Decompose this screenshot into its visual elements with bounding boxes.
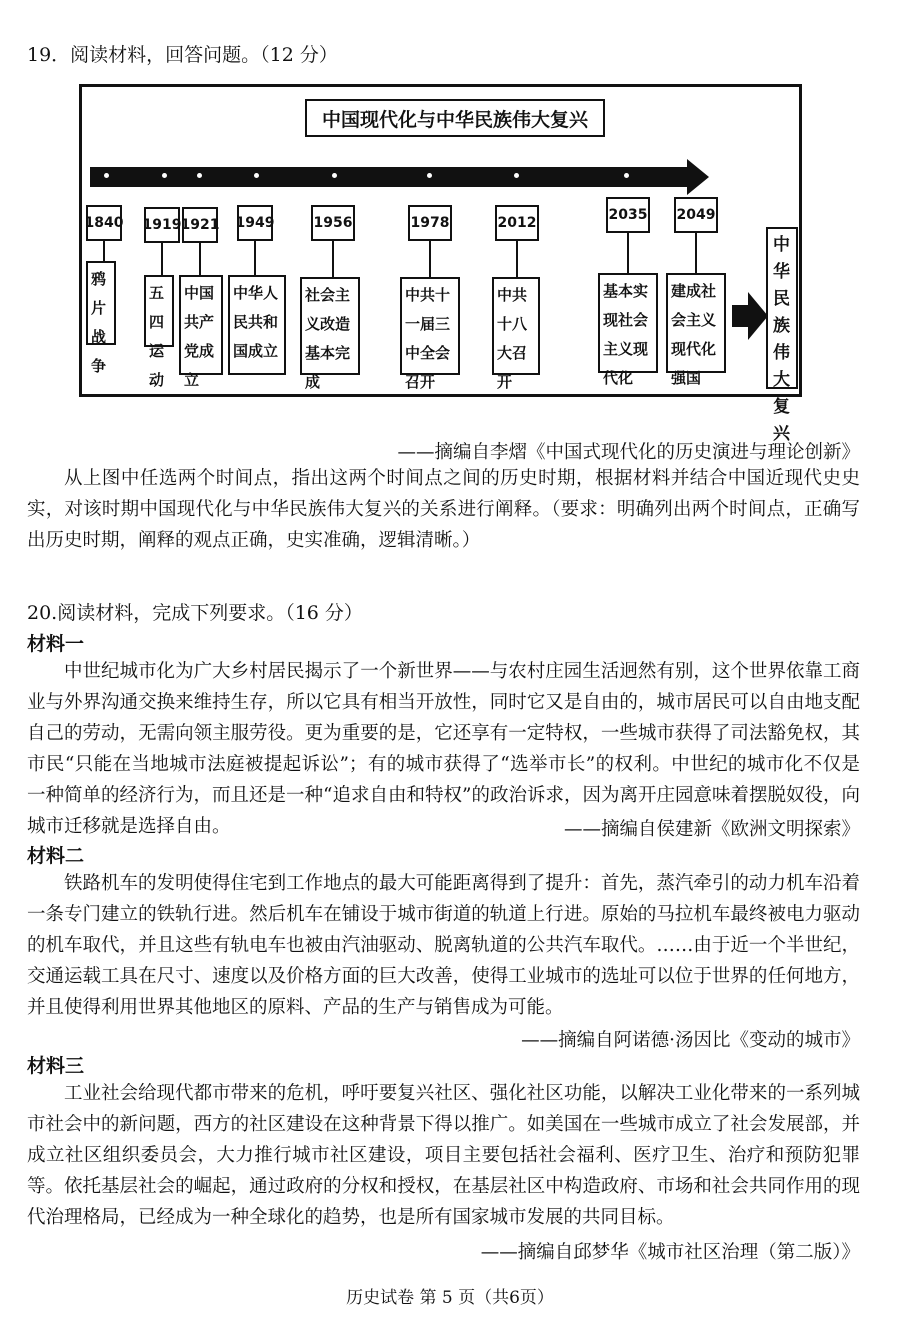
year-1921: 1921 <box>182 207 218 243</box>
timeline-tick <box>332 173 337 178</box>
final-goal-box: 中华民族伟大复兴 <box>766 227 798 389</box>
page-footer: 历史试卷 第 5 页（共6页） <box>346 1288 554 1308</box>
year-1919: 1919 <box>144 207 180 243</box>
figure-title: 中国现代化与中华民族伟大复兴 <box>305 99 605 137</box>
timeline-arrow-bar <box>90 167 690 187</box>
timeline-tick <box>254 173 259 178</box>
event-1921: 中国共产党成立 <box>179 275 223 375</box>
timeline-tick <box>104 173 109 178</box>
timeline-tick <box>624 173 629 178</box>
timeline-tick <box>514 173 519 178</box>
year-2035: 2035 <box>606 197 650 233</box>
timeline-tick <box>427 173 432 178</box>
connector <box>254 239 256 275</box>
question-19-heading: 19．阅读材料，回答问题。（12 分） <box>27 44 338 66</box>
material-1-label: 材料一 <box>27 633 85 655</box>
material-2-text: 铁路机车的发明使得住宅到工作地点的最大可能距离得到了提升：首先，蒸汽牵引的动力机车沿着一条专门建立的铁轨行进。然后机车在铺设于城市街道的轨道上行进。原始的马拉机车最终被电力驱动的机车取代，并且这些有轨电车也被由汽油驱动、脱离轨道的公共汽车取代。……由于近一个半世纪，交通运载工具在尺寸、速度以及价格方面的巨大改善，使得工业城市的选址可以位于世界的任何地方，并且使得利用世界其他地区的原料、产品的生产与销售成为可能。 <box>27 873 860 1018</box>
timeline-tick <box>197 173 202 178</box>
event-1840: 鸦片战争 <box>86 261 116 345</box>
timeline-figure <box>79 84 802 444</box>
year-1978: 1978 <box>408 205 452 241</box>
material-2-label: 材料二 <box>27 845 85 867</box>
final-arrow-head <box>748 292 768 340</box>
connector <box>627 231 629 273</box>
year-1956: 1956 <box>311 205 355 241</box>
event-1956: 社会主义改造基本完成 <box>300 277 360 375</box>
event-1949: 中华人民共和国成立 <box>228 275 286 375</box>
event-1978: 中共十一届三中全会召开 <box>400 277 460 375</box>
question-20-heading: 20.阅读材料，完成下列要求。（16 分） <box>27 602 363 624</box>
connector <box>161 241 163 275</box>
event-1919: 五四运动 <box>144 275 174 347</box>
material-1-source: ——摘编自侯建新《欧洲文明探索》 <box>563 819 860 840</box>
material-1-text: 中世纪城市化为广大乡村居民揭示了一个新世界——与农村庄园生活迥然有别，这个世界依靠工商业与外界沟通交换来维持生存，所以它具有相当开放性，同时它又是自由的，城市居民可以自由地支配自己的劳动，无需向领主服劳役。更为重要的是，它还享有一定特权，一些城市获得了司法豁免权，其市民“只能在当地城市法庭被提起诉讼”；有的城市获得了“选举市长”的权利。中世纪的城市化不仅是一种简单的经济行为，而且还是一种“追求自由和特权”的政治诉求，因为离开庄园意味着摆脱奴役，向城市迁移就是选择自由。 <box>27 661 860 837</box>
connector <box>516 239 518 277</box>
event-2035: 基本实现社会主义现代化 <box>598 273 658 373</box>
material-2-source: ——摘编自阿诺德·汤因比《变动的城市》 <box>521 1030 860 1051</box>
year-1949: 1949 <box>237 205 273 241</box>
event-2012: 中共十八大召开 <box>492 277 540 375</box>
connector <box>332 239 334 277</box>
q19-body: 从上图中任选两个时间点，指出这两个时间点之间的历史时期，根据材料并结合中国近现代史史实，对该时期中国现代化与中华民族伟大复兴的关系进行阐释。（要求：明确列出两个时间点，正确写出历史时期，阐释的观点正确，史实准确，逻辑清晰。） <box>27 468 860 551</box>
timeline-arrow-head <box>687 159 709 195</box>
material-3-label: 材料三 <box>27 1055 85 1077</box>
year-2049: 2049 <box>674 197 718 233</box>
connector <box>199 241 201 275</box>
event-2049: 建成社会主义现代化强国 <box>666 273 726 373</box>
year-2012: 2012 <box>495 205 539 241</box>
timeline-tick <box>162 173 167 178</box>
q19-figure-source: ——摘编自李熠《中国式现代化的历史演进与理论创新》 <box>397 442 860 463</box>
connector <box>429 239 431 277</box>
connector <box>103 239 105 261</box>
material-3-text: 工业社会给现代都市带来的危机，呼吁要复兴社区、强化社区功能，以解决工业化带来的一系列城市社会中的新问题，西方的社区建设在这种背景下得以推广。如美国在一些城市成立了社会发展部，并成立社区组织委员会，大力推行城市社区建设，项目主要包括社会福利、医疗卫生、治疗和预防犯罪等。依托基层社会的崛起，通过政府的分权和授权，在基层社区中构造政府、市场和社会共同作用的现代治理格局，已经成为一种全球化的趋势，也是所有国家城市发展的共同目标。 <box>27 1083 860 1228</box>
material-3-source: ——摘编自邱梦华《城市社区治理（第二版）》 <box>480 1242 860 1263</box>
year-1840: 1840 <box>86 205 122 241</box>
connector <box>695 231 697 273</box>
